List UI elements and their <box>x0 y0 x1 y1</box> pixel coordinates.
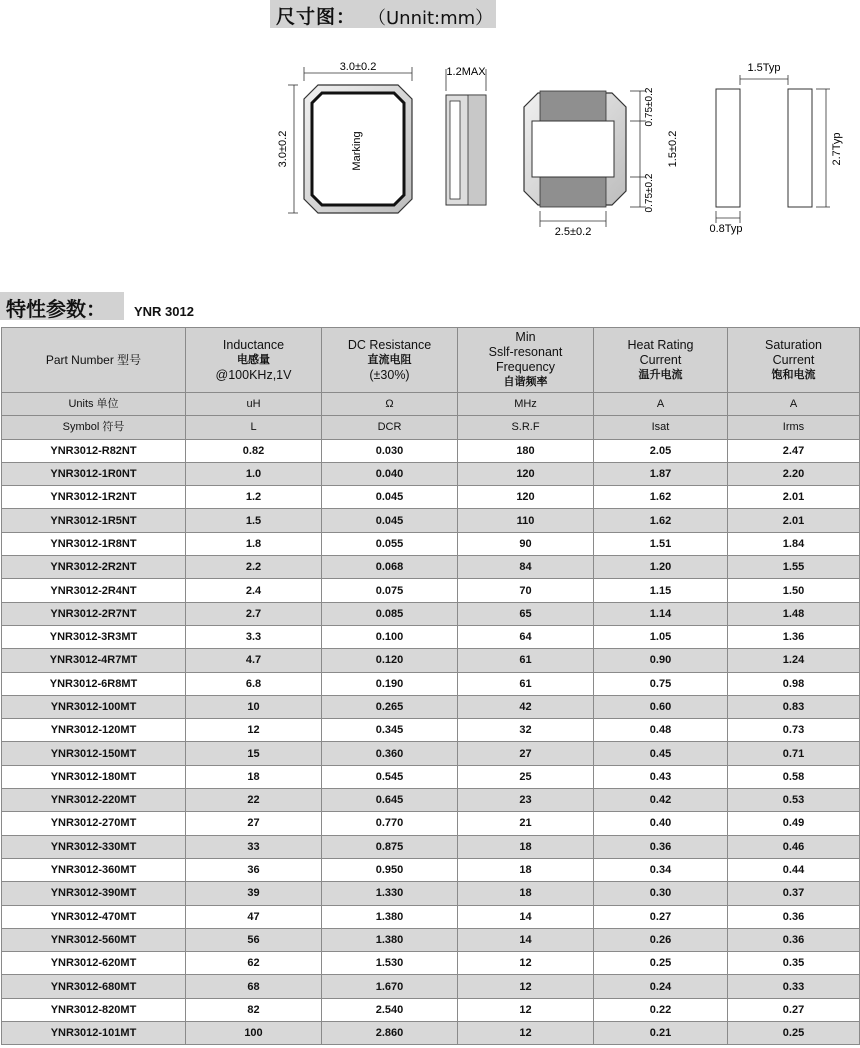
cell-dc-resistance: 0.100 <box>322 625 458 648</box>
cell-dc-resistance: 0.030 <box>322 439 458 462</box>
table-row <box>2 998 860 1021</box>
cell-part-number: YNR3012-360MT <box>2 858 186 881</box>
cell-srf: 27 <box>458 742 594 765</box>
cell-saturation-current: 2.47 <box>728 439 860 462</box>
cell-part-number: YNR3012-R82NT <box>2 439 186 462</box>
header-heat-rating-current <box>594 328 728 393</box>
cell-srf: 70 <box>458 579 594 602</box>
side-height-label: 1.2MAX <box>446 66 486 78</box>
header-line: 电感量 <box>237 353 270 366</box>
pad-width-label: 0.8Typ <box>709 223 743 235</box>
cell-saturation-current: 0.98 <box>728 672 860 695</box>
dimension-unit: （Unnit:mm） <box>368 8 494 29</box>
terminal-lower-label: 0.75±0.2 <box>644 173 655 213</box>
top-width-label: 3.0±0.2 <box>339 61 377 73</box>
units-row-inductance: uH <box>186 393 322 416</box>
cell-saturation-current: 0.35 <box>728 952 860 975</box>
cell-heat-rating-current: 0.40 <box>594 812 728 835</box>
cell-dc-resistance: 0.040 <box>322 462 458 485</box>
cell-part-number: YNR3012-4R7MT <box>2 649 186 672</box>
cell-saturation-current: 1.55 <box>728 556 860 579</box>
cell-dc-resistance: 0.055 <box>322 532 458 555</box>
symbol-row-saturation-current: Irms <box>728 416 860 439</box>
table-row <box>2 649 860 672</box>
cell-saturation-current: 0.44 <box>728 858 860 881</box>
cell-part-number: YNR3012-470MT <box>2 905 186 928</box>
cell-inductance: 47 <box>186 905 322 928</box>
dimension-drawing <box>270 55 860 245</box>
cell-srf: 25 <box>458 765 594 788</box>
symbol-row-srf: S.R.F <box>458 416 594 439</box>
cell-saturation-current: 2.01 <box>728 486 860 509</box>
header-line: Part Number 型号 <box>45 352 142 367</box>
units-row-heat-rating-current: A <box>594 393 728 416</box>
cell-heat-rating-current: 0.30 <box>594 882 728 905</box>
table-row <box>2 672 860 695</box>
cell-saturation-current: 0.37 <box>728 882 860 905</box>
cell-srf: 61 <box>458 649 594 672</box>
cell-saturation-current: 0.83 <box>728 695 860 718</box>
units-row-part-number: Units 单位 <box>2 393 186 416</box>
table-row <box>2 952 860 975</box>
cell-saturation-current: 0.58 <box>728 765 860 788</box>
header-inductance <box>186 328 322 393</box>
cell-saturation-current: 0.49 <box>728 812 860 835</box>
cell-inductance: 39 <box>186 882 322 905</box>
cell-inductance: 1.5 <box>186 509 322 532</box>
cell-heat-rating-current: 1.51 <box>594 532 728 555</box>
table-row <box>2 579 860 602</box>
table-row <box>2 835 860 858</box>
cell-part-number: YNR3012-2R2NT <box>2 556 186 579</box>
cell-part-number: YNR3012-1R5NT <box>2 509 186 532</box>
table-row <box>2 742 860 765</box>
cell-dc-resistance: 0.068 <box>322 556 458 579</box>
cell-heat-rating-current: 1.62 <box>594 509 728 532</box>
cell-inductance: 1.8 <box>186 532 322 555</box>
cell-part-number: YNR3012-101MT <box>2 1022 186 1045</box>
terminal-upper-label: 0.75±0.2 <box>644 87 655 127</box>
table-header-row <box>2 328 860 393</box>
cell-dc-resistance: 0.875 <box>322 835 458 858</box>
cell-srf: 18 <box>458 835 594 858</box>
side-view <box>446 66 486 205</box>
cell-saturation-current: 1.36 <box>728 625 860 648</box>
cell-dc-resistance: 0.770 <box>322 812 458 835</box>
top-height-label: 3.0±0.2 <box>277 130 289 168</box>
cell-heat-rating-current: 0.21 <box>594 1022 728 1045</box>
header-srf <box>458 328 594 393</box>
cell-heat-rating-current: 0.60 <box>594 695 728 718</box>
cell-part-number: YNR3012-270MT <box>2 812 186 835</box>
header-line: @100KHz,1V <box>215 367 292 382</box>
cell-part-number: YNR3012-2R7NT <box>2 602 186 625</box>
cell-dc-resistance: 0.085 <box>322 602 458 625</box>
cell-part-number: YNR3012-3R3MT <box>2 625 186 648</box>
cell-srf: 84 <box>458 556 594 579</box>
cell-saturation-current: 0.33 <box>728 975 860 998</box>
units-row-saturation-current: A <box>728 393 860 416</box>
cell-srf: 18 <box>458 882 594 905</box>
cell-inductance: 22 <box>186 789 322 812</box>
cell-part-number: YNR3012-560MT <box>2 928 186 951</box>
cell-inductance: 62 <box>186 952 322 975</box>
symbol-row-heat-rating-current: Isat <box>594 416 728 439</box>
cell-srf: 12 <box>458 998 594 1021</box>
cell-heat-rating-current: 0.26 <box>594 928 728 951</box>
cell-srf: 12 <box>458 952 594 975</box>
cell-inductance: 56 <box>186 928 322 951</box>
cell-inductance: 100 <box>186 1022 322 1045</box>
cell-saturation-current: 0.27 <box>728 998 860 1021</box>
cell-inductance: 36 <box>186 858 322 881</box>
table-row <box>2 462 860 485</box>
cell-heat-rating-current: 0.27 <box>594 905 728 928</box>
pad-length-label: 2.7Typ <box>831 132 843 166</box>
cell-srf: 32 <box>458 719 594 742</box>
cell-inductance: 2.2 <box>186 556 322 579</box>
cell-inductance: 1.2 <box>186 486 322 509</box>
table-row <box>2 975 860 998</box>
cell-part-number: YNR3012-6R8MT <box>2 672 186 695</box>
cell-saturation-current: 0.53 <box>728 789 860 812</box>
cell-saturation-current: 0.36 <box>728 905 860 928</box>
cell-dc-resistance: 0.265 <box>322 695 458 718</box>
cell-inductance: 82 <box>186 998 322 1021</box>
cell-heat-rating-current: 0.34 <box>594 858 728 881</box>
cell-part-number: YNR3012-390MT <box>2 882 186 905</box>
table-row <box>2 486 860 509</box>
cell-srf: 23 <box>458 789 594 812</box>
table-row <box>2 905 860 928</box>
cell-inductance: 0.82 <box>186 439 322 462</box>
cell-heat-rating-current: 1.05 <box>594 625 728 648</box>
cell-inductance: 3.3 <box>186 625 322 648</box>
header-line: (±30%) <box>369 367 410 382</box>
marking-label: Marking <box>351 131 363 171</box>
header-part-number <box>2 328 186 393</box>
table-row <box>2 858 860 881</box>
cell-dc-resistance: 0.545 <box>322 765 458 788</box>
header-line: Current <box>772 352 815 367</box>
header-line: 温升电流 <box>638 368 683 381</box>
cell-srf: 18 <box>458 858 594 881</box>
cell-dc-resistance: 0.120 <box>322 649 458 672</box>
cell-inductance: 4.7 <box>186 649 322 672</box>
cell-saturation-current: 1.84 <box>728 532 860 555</box>
cell-part-number: YNR3012-2R4NT <box>2 579 186 602</box>
table-row <box>2 812 860 835</box>
cell-dc-resistance: 0.075 <box>322 579 458 602</box>
cell-dc-resistance: 2.540 <box>322 998 458 1021</box>
table-row <box>2 509 860 532</box>
table-row <box>2 556 860 579</box>
cell-saturation-current: 2.01 <box>728 509 860 532</box>
cell-part-number: YNR3012-150MT <box>2 742 186 765</box>
cell-srf: 90 <box>458 532 594 555</box>
cell-part-number: YNR3012-100MT <box>2 695 186 718</box>
header-saturation-current <box>728 328 860 393</box>
cell-part-number: YNR3012-180MT <box>2 765 186 788</box>
cell-dc-resistance: 0.345 <box>322 719 458 742</box>
cell-saturation-current: 1.50 <box>728 579 860 602</box>
header-line: Min <box>515 330 536 344</box>
units-row <box>2 393 860 416</box>
cell-inductance: 12 <box>186 719 322 742</box>
cell-inductance: 2.4 <box>186 579 322 602</box>
cell-heat-rating-current: 0.75 <box>594 672 728 695</box>
header-line: Frequency <box>495 360 556 374</box>
cell-heat-rating-current: 0.48 <box>594 719 728 742</box>
header-line: Heat Rating <box>627 337 694 352</box>
cell-srf: 64 <box>458 625 594 648</box>
cell-inductance: 68 <box>186 975 322 998</box>
units-row-srf: MHz <box>458 393 594 416</box>
cell-part-number: YNR3012-820MT <box>2 998 186 1021</box>
symbol-row-dc-resistance: DCR <box>322 416 458 439</box>
cell-part-number: YNR3012-1R2NT <box>2 486 186 509</box>
cell-srf: 14 <box>458 928 594 951</box>
table-row <box>2 695 860 718</box>
table-row <box>2 602 860 625</box>
cell-heat-rating-current: 1.62 <box>594 486 728 509</box>
pad-gap-label: 1.5Typ <box>747 62 781 74</box>
cell-heat-rating-current: 0.43 <box>594 765 728 788</box>
cell-srf: 120 <box>458 486 594 509</box>
cell-dc-resistance: 1.380 <box>322 905 458 928</box>
cell-heat-rating-current: 0.90 <box>594 649 728 672</box>
cell-saturation-current: 1.48 <box>728 602 860 625</box>
cell-part-number: YNR3012-120MT <box>2 719 186 742</box>
table-row <box>2 439 860 462</box>
cell-srf: 42 <box>458 695 594 718</box>
cell-dc-resistance: 0.645 <box>322 789 458 812</box>
bottom-width-label: 2.5±0.2 <box>554 226 592 238</box>
cell-heat-rating-current: 1.15 <box>594 579 728 602</box>
cell-heat-rating-current: 1.20 <box>594 556 728 579</box>
header-dc-resistance <box>322 328 458 393</box>
bottom-view <box>524 87 679 238</box>
cell-dc-resistance: 0.360 <box>322 742 458 765</box>
cell-heat-rating-current: 0.42 <box>594 789 728 812</box>
cell-srf: 110 <box>458 509 594 532</box>
cell-dc-resistance: 0.950 <box>322 858 458 881</box>
table-row <box>2 719 860 742</box>
table-row <box>2 625 860 648</box>
cell-srf: 21 <box>458 812 594 835</box>
table-row <box>2 765 860 788</box>
cell-part-number: YNR3012-680MT <box>2 975 186 998</box>
symbol-row <box>2 416 860 439</box>
cell-inductance: 15 <box>186 742 322 765</box>
cell-dc-resistance: 0.045 <box>322 486 458 509</box>
cell-saturation-current: 2.20 <box>728 462 860 485</box>
cell-heat-rating-current: 0.24 <box>594 975 728 998</box>
cell-saturation-current: 1.24 <box>728 649 860 672</box>
cell-inductance: 6.8 <box>186 672 322 695</box>
cell-saturation-current: 0.36 <box>728 928 860 951</box>
table-row <box>2 882 860 905</box>
cell-srf: 12 <box>458 1022 594 1045</box>
cell-part-number: YNR3012-1R8NT <box>2 532 186 555</box>
cell-part-number: YNR3012-220MT <box>2 789 186 812</box>
model-name: YNR 3012 <box>134 304 194 319</box>
cell-srf: 65 <box>458 602 594 625</box>
cell-inductance: 2.7 <box>186 602 322 625</box>
cell-saturation-current: 0.46 <box>728 835 860 858</box>
cell-heat-rating-current: 2.05 <box>594 439 728 462</box>
header-line: Current <box>639 352 682 367</box>
cell-dc-resistance: 1.380 <box>322 928 458 951</box>
symbol-row-inductance: L <box>186 416 322 439</box>
terminal-middle-label: 1.5±0.2 <box>667 130 679 168</box>
table-row <box>2 1022 860 1045</box>
cell-dc-resistance: 1.530 <box>322 952 458 975</box>
header-line: Saturation <box>765 337 822 352</box>
cell-srf: 12 <box>458 975 594 998</box>
cell-srf: 61 <box>458 672 594 695</box>
table-row <box>2 789 860 812</box>
header-line: 饱和电流 <box>771 368 816 381</box>
header-line: DC Resistance <box>347 337 432 352</box>
cell-part-number: YNR3012-1R0NT <box>2 462 186 485</box>
header-line: 自谐频率 <box>503 376 548 388</box>
header-line: Inductance <box>222 337 285 352</box>
cell-heat-rating-current: 0.36 <box>594 835 728 858</box>
cell-inductance: 10 <box>186 695 322 718</box>
cell-saturation-current: 0.71 <box>728 742 860 765</box>
cell-inductance: 27 <box>186 812 322 835</box>
dimension-title: 尺寸图： <box>276 6 357 28</box>
cell-part-number: YNR3012-330MT <box>2 835 186 858</box>
cell-srf: 180 <box>458 439 594 462</box>
header-line: 直流电阻 <box>367 353 412 366</box>
land-pattern <box>709 62 843 235</box>
table-row <box>2 532 860 555</box>
cell-heat-rating-current: 1.14 <box>594 602 728 625</box>
cell-heat-rating-current: 1.87 <box>594 462 728 485</box>
top-view <box>277 61 412 213</box>
cell-dc-resistance: 1.330 <box>322 882 458 905</box>
cell-heat-rating-current: 0.25 <box>594 952 728 975</box>
cell-inductance: 1.0 <box>186 462 322 485</box>
symbol-row-part-number: Symbol 符号 <box>2 416 186 439</box>
cell-srf: 14 <box>458 905 594 928</box>
cell-saturation-current: 0.73 <box>728 719 860 742</box>
header-line: Sslf-resonant <box>488 345 563 359</box>
cell-inductance: 33 <box>186 835 322 858</box>
cell-dc-resistance: 2.860 <box>322 1022 458 1045</box>
spec-title: 特性参数： <box>6 297 106 321</box>
cell-dc-resistance: 0.045 <box>322 509 458 532</box>
cell-heat-rating-current: 0.45 <box>594 742 728 765</box>
cell-srf: 120 <box>458 462 594 485</box>
spec-table <box>1 327 860 1045</box>
cell-heat-rating-current: 0.22 <box>594 998 728 1021</box>
table-row <box>2 928 860 951</box>
cell-inductance: 18 <box>186 765 322 788</box>
cell-saturation-current: 0.25 <box>728 1022 860 1045</box>
cell-dc-resistance: 1.670 <box>322 975 458 998</box>
cell-dc-resistance: 0.190 <box>322 672 458 695</box>
cell-part-number: YNR3012-620MT <box>2 952 186 975</box>
units-row-dc-resistance: Ω <box>322 393 458 416</box>
